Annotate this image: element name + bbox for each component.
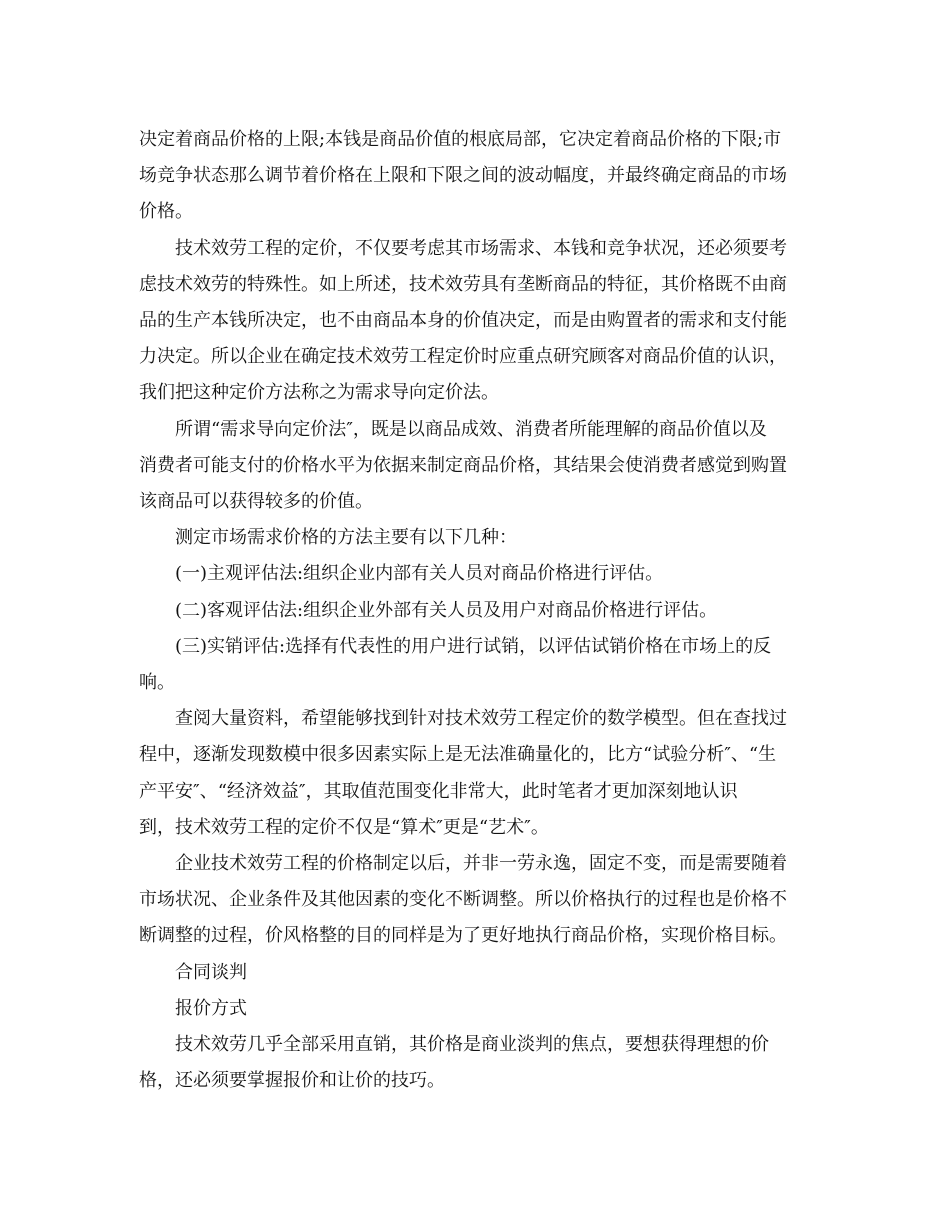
list-item-objective-evaluation (139, 593, 809, 629)
text-line: (二)客观评估法:组织企业外部有关人员及用户对商品价格进行评估。 (175, 599, 718, 621)
heading-quotation-method (139, 991, 809, 1027)
text-line: 合同谈判 (175, 961, 247, 983)
text-line: 品的生产本钱所决定，也不由商品本身的价值决定，而是由购置者的需求和支付能 (139, 310, 787, 332)
text-line: 产平安″、“经济效益″，其取值范围变化非常大，此时笔者才更加深刻地认识 (139, 780, 738, 802)
paragraph-price-adjustment (139, 846, 809, 955)
text-line: 该商品可以获得较多的价值。 (139, 491, 373, 513)
heading-contract-negotiation (139, 955, 809, 991)
text-line: 到，技术效劳工程的定价不仅是“算术″更是“艺术″。 (139, 816, 549, 838)
text-line: 力决定。所以企业在确定技术效劳工程定价时应重点研究顾客对商品价值的认识， (139, 346, 787, 368)
text-line: 格，还必须要掌握报价和让价的技巧。 (139, 1070, 445, 1092)
text-line: (一)主观评估法:组织企业内部有关人员对商品价格进行评估。 (175, 563, 664, 585)
text-line: 程中，逐渐发现数模中很多因素实际上是无法准确量化的，比方“试验分析″、“生 (139, 744, 777, 766)
document-page (139, 122, 809, 1099)
text-line: 企业技术效劳工程的价格制定以后，并非一劳永逸，固定不变，而是需要随着 (175, 853, 787, 875)
text-line: 测定市场需求价格的方法主要有以下几种： (175, 527, 517, 549)
text-line: 响。 (139, 672, 175, 694)
text-line: 虑技术效劳的特殊性。如上所述，技术效劳具有垄断商品的特征，其价格既不由商 (139, 273, 787, 295)
text-line: (三)实销评估:选择有代表性的用户进行试销，以评估试销价格在市场上的反 (175, 635, 772, 657)
text-line: 所谓“需求导向定价法″，既是以商品成效、消费者所能理解的商品价值以及 (175, 418, 767, 440)
text-line: 我们把这种定价方法称之为需求导向定价法。 (139, 382, 499, 404)
paragraph-demand-oriented-pricing (139, 412, 809, 521)
paragraph-methods-intro (139, 520, 809, 556)
text-line: 决定着商品价格的上限;本钱是商品价值的根底局部，它决定着商品价格的下限;市 (139, 129, 782, 150)
text-line: 报价方式 (175, 997, 247, 1019)
paragraph-pricing-limits (139, 122, 809, 231)
paragraph-direct-sales (139, 1027, 809, 1099)
list-item-subjective-evaluation (139, 556, 809, 592)
text-line: 场竞争状态那么调节着价格在上限和下限之间的波动幅度，并最终确定商品的市场 (139, 165, 787, 187)
paragraph-service-pricing (139, 231, 809, 412)
paragraph-math-model (139, 701, 809, 846)
text-line: 断调整的过程，价风格整的目的同样是为了更好地执行商品价格，实现价格目标。 (139, 925, 787, 947)
text-line: 技术效劳工程的定价，不仅要考虑其市场需求、本钱和竞争状况，还必须要考 (175, 237, 787, 259)
list-item-trial-sales (139, 629, 809, 701)
text-line: 消费者可能支付的价格水平为依据来制定商品价格，其结果会使消费者感觉到购置 (139, 454, 787, 476)
text-line: 市场状况、企业条件及其他因素的变化不断调整。所以价格执行的过程也是价格不 (139, 889, 787, 911)
text-line: 价格。 (139, 201, 193, 223)
text-line: 技术效劳几乎全部采用直销，其价格是商业淡判的焦点，要想获得理想的价 (175, 1034, 769, 1056)
text-line: 查阅大量资料，希望能够找到针对技术效劳工程定价的数学模型。但在查找过 (175, 708, 787, 730)
